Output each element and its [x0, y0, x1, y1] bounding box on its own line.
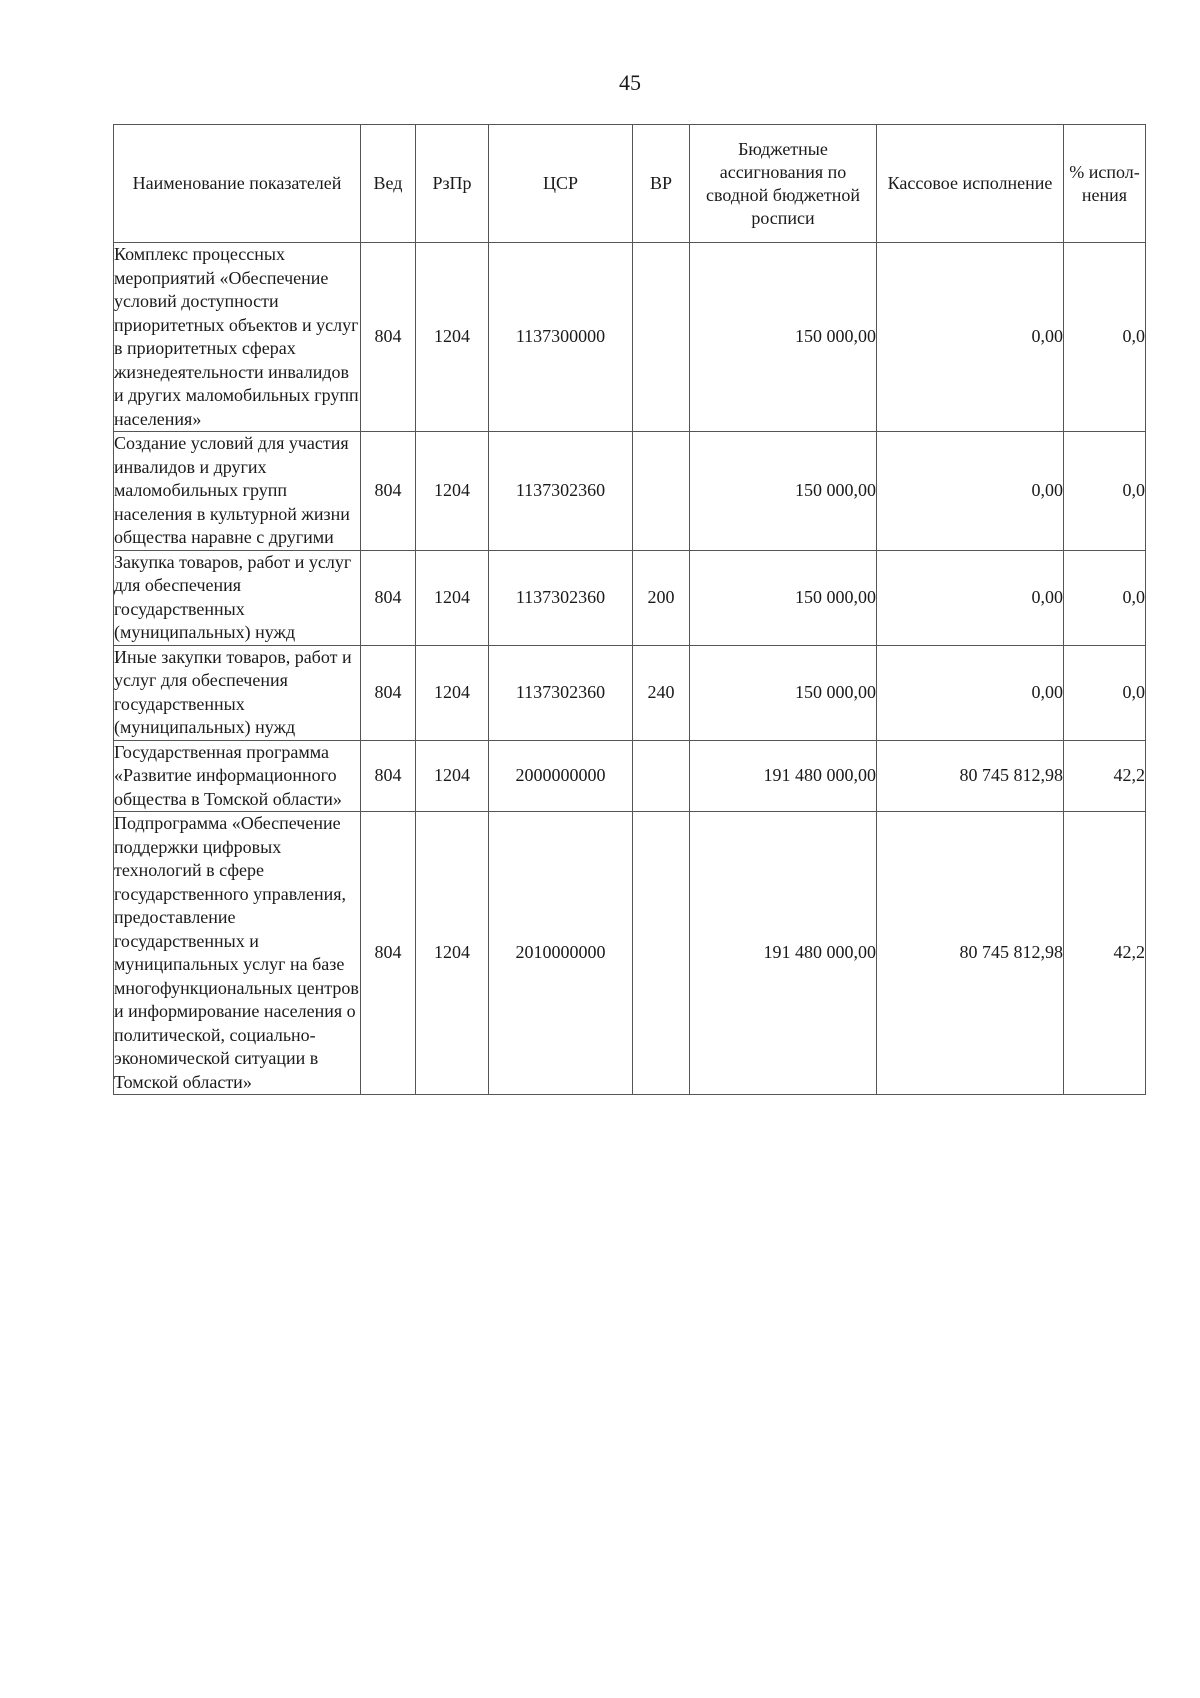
- row-csr: 2000000000: [489, 740, 633, 812]
- header-percent: % испол-нения: [1064, 125, 1146, 243]
- row-percent: 0,0: [1064, 432, 1146, 551]
- table-row: [114, 740, 1146, 812]
- row-vr: [633, 432, 690, 551]
- table-row: [114, 812, 1146, 1095]
- header-ved: Вед: [361, 125, 416, 243]
- row-rzpr: 1204: [416, 812, 489, 1095]
- row-csr: 1137300000: [489, 243, 633, 432]
- page-number: 45: [619, 70, 641, 95]
- header-rzpr: РзПр: [416, 125, 489, 243]
- row-percent: 42,2: [1064, 812, 1146, 1095]
- row-vr: [633, 740, 690, 812]
- row-assignments: 150 000,00: [690, 243, 877, 432]
- row-name: Создание условий для участия инвалидов и других маломобильных групп населения в культурной жизни общества наравне с другими: [114, 432, 361, 551]
- row-execution: 80 745 812,98: [877, 812, 1064, 1095]
- row-execution: 0,00: [877, 645, 1064, 740]
- budget-execution-table: [113, 124, 1146, 1095]
- row-name: Закупка товаров, работ и услуг для обеспечения государственных (муниципальных) нужд: [114, 550, 361, 645]
- row-execution: 80 745 812,98: [877, 740, 1064, 812]
- row-percent: 0,0: [1064, 550, 1146, 645]
- row-name: Государственная программа «Развитие информационного общества в Томской области»: [114, 740, 361, 812]
- row-vr: [633, 812, 690, 1095]
- row-vr: 240: [633, 645, 690, 740]
- header-execution: Кассовое исполнение: [877, 125, 1064, 243]
- row-execution: 0,00: [877, 432, 1064, 551]
- row-ved: 804: [361, 812, 416, 1095]
- row-rzpr: 1204: [416, 550, 489, 645]
- row-name: Комплекс процессных мероприятий «Обеспечение условий доступности приоритетных объектов и услуг в приоритетных сферах жизнедеятельности инвалидов и других маломобильных групп населения»: [114, 243, 361, 432]
- row-rzpr: 1204: [416, 645, 489, 740]
- table-header-row: [114, 125, 1146, 243]
- row-vr: [633, 243, 690, 432]
- row-csr: 2010000000: [489, 812, 633, 1095]
- row-ved: 804: [361, 740, 416, 812]
- table-row: [114, 243, 1146, 432]
- row-execution: 0,00: [877, 550, 1064, 645]
- row-csr: 1137302360: [489, 645, 633, 740]
- header-vr: ВР: [633, 125, 690, 243]
- row-ved: 804: [361, 432, 416, 551]
- header-name: Наименование показателей: [114, 125, 361, 243]
- row-name: Иные закупки товаров, работ и услуг для обеспечения государственных (муниципальных) нужд: [114, 645, 361, 740]
- row-name: Подпрограмма «Обеспечение поддержки цифровых технологий в сфере государственного управления, предоставление государственных и муниципальных услуг на базе многофункциональных центров и информирование населения о политической, социально-экономической ситуации в Томской области»: [114, 812, 361, 1095]
- row-assignments: 191 480 000,00: [690, 740, 877, 812]
- row-execution: 0,00: [877, 243, 1064, 432]
- row-percent: 42,2: [1064, 740, 1146, 812]
- header-csr: ЦСР: [489, 125, 633, 243]
- row-ved: 804: [361, 645, 416, 740]
- row-rzpr: 1204: [416, 740, 489, 812]
- row-percent: 0,0: [1064, 243, 1146, 432]
- row-csr: 1137302360: [489, 550, 633, 645]
- table-row: [114, 432, 1146, 551]
- header-assignments: Бюджетные ассигнования по сводной бюджетной росписи: [690, 125, 877, 243]
- table-row: [114, 645, 1146, 740]
- row-percent: 0,0: [1064, 645, 1146, 740]
- row-assignments: 191 480 000,00: [690, 812, 877, 1095]
- row-assignments: 150 000,00: [690, 432, 877, 551]
- table-row: [114, 550, 1146, 645]
- row-csr: 1137302360: [489, 432, 633, 551]
- row-vr: 200: [633, 550, 690, 645]
- row-ved: 804: [361, 243, 416, 432]
- row-assignments: 150 000,00: [690, 550, 877, 645]
- row-rzpr: 1204: [416, 243, 489, 432]
- row-ved: 804: [361, 550, 416, 645]
- row-rzpr: 1204: [416, 432, 489, 551]
- row-assignments: 150 000,00: [690, 645, 877, 740]
